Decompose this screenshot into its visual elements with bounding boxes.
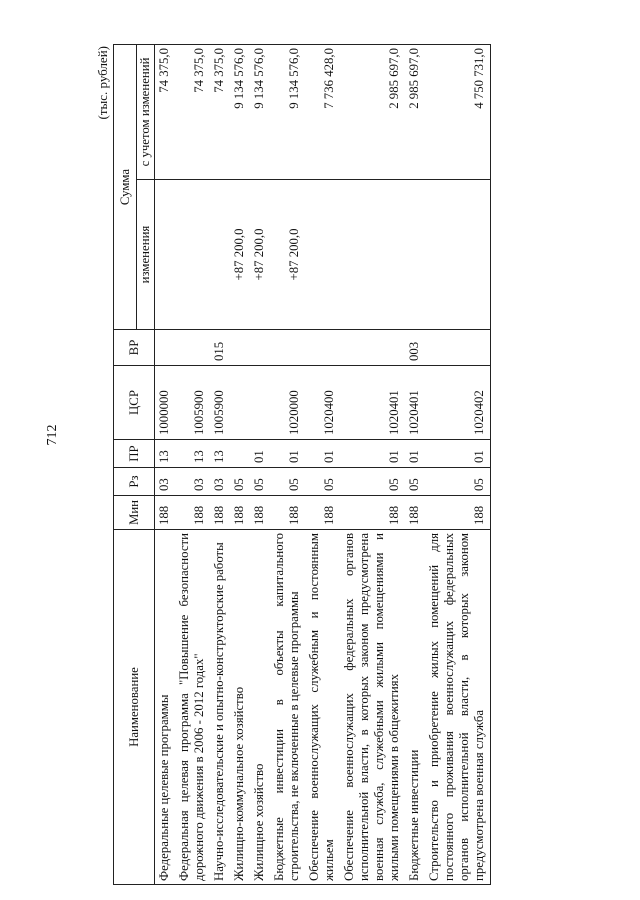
cell-min: 188	[175, 496, 210, 530]
cell-total: 2 985 697,0	[405, 45, 425, 180]
page-number: 712	[45, 424, 60, 446]
header-min: Мин	[114, 496, 155, 530]
cell-total: 9 134 576,0	[270, 45, 305, 180]
table-row	[175, 45, 210, 885]
cell-rz: 05	[405, 468, 425, 496]
table-row	[210, 45, 230, 885]
cell-total: 7 736 428,0	[305, 45, 340, 180]
cell-vr: 015	[210, 330, 230, 366]
cell-total: 74 375,0	[210, 45, 230, 180]
cell-min: 188	[425, 496, 491, 530]
header-with-change: с учетом изменений	[137, 45, 155, 180]
header-csr: ЦСР	[114, 366, 155, 440]
cell-csr: 1005900	[175, 366, 210, 440]
cell-vr	[175, 330, 210, 366]
cell-rz: 05	[250, 468, 270, 496]
cell-csr: 1000000	[155, 366, 176, 440]
cell-pr: 01	[305, 440, 340, 468]
budget-table	[113, 44, 491, 885]
cell-min: 188	[155, 496, 176, 530]
cell-min: 188	[250, 496, 270, 530]
cell-pr: 13	[210, 440, 230, 468]
cell-vr	[425, 330, 491, 366]
cell-vr	[250, 330, 270, 366]
cell-change: +87 200,0	[250, 180, 270, 330]
cell-min: 188	[405, 496, 425, 530]
cell-change	[340, 180, 405, 330]
cell-total: 2 985 697,0	[340, 45, 405, 180]
cell-csr	[250, 366, 270, 440]
cell-pr: 01	[270, 440, 305, 468]
cell-min: 188	[340, 496, 405, 530]
cell-change	[405, 180, 425, 330]
cell-vr: 003	[405, 330, 425, 366]
header-rz: Рз	[114, 468, 155, 496]
cell-name: Федеральная целевая программа "Повышение безопасности дорожного движения в 2006 - 2012 годах"	[175, 530, 210, 885]
header-pr: ПР	[114, 440, 155, 468]
cell-rz: 05	[425, 468, 491, 496]
cell-min: 188	[210, 496, 230, 530]
cell-rz: 03	[175, 468, 210, 496]
cell-pr: 01	[250, 440, 270, 468]
cell-vr	[305, 330, 340, 366]
cell-change: +87 200,0	[230, 180, 250, 330]
cell-rz: 05	[230, 468, 250, 496]
table-row	[230, 45, 250, 885]
cell-pr: 01	[340, 440, 405, 468]
cell-min: 188	[230, 496, 250, 530]
cell-change	[155, 180, 176, 330]
table-row	[425, 45, 491, 885]
cell-change	[210, 180, 230, 330]
cell-pr: 01	[405, 440, 425, 468]
cell-change	[175, 180, 210, 330]
cell-csr: 1020401	[405, 366, 425, 440]
cell-name: Бюджетные инвестиции	[405, 530, 425, 885]
cell-vr	[230, 330, 250, 366]
cell-csr: 1020402	[425, 366, 491, 440]
cell-change	[305, 180, 340, 330]
cell-change: +87 200,0	[270, 180, 305, 330]
cell-name: Обеспечение военнослужащих федеральных органов исполнительной власти, в которых законом предусмотрена военная служба, служебными жилыми помещениями и жилыми помещениями в общежитиях	[340, 530, 405, 885]
cell-change	[425, 180, 491, 330]
cell-pr	[230, 440, 250, 468]
budget-table-container	[95, 45, 600, 885]
cell-name: Строительство и приобретение жилых помещений для постоянного проживания военнослужащих федеральных органов исполнительной власти, в которых законом предусмотрена военная служба	[425, 530, 491, 885]
cell-total: 4 750 731,0	[425, 45, 491, 180]
cell-rz: 05	[340, 468, 405, 496]
cell-name: Жилищное хозяйство	[250, 530, 270, 885]
header-vr: ВР	[114, 330, 155, 366]
header-change: изменения	[137, 180, 155, 330]
cell-name: Федеральные целевые программы	[155, 530, 176, 885]
cell-csr: 1005900	[210, 366, 230, 440]
cell-total: 74 375,0	[175, 45, 210, 180]
cell-rz: 05	[305, 468, 340, 496]
cell-rz: 03	[155, 468, 176, 496]
cell-total: 9 134 576,0	[230, 45, 250, 180]
cell-vr	[340, 330, 405, 366]
cell-name: Бюджетные инвестиции в объекты капитального строительства, не включенные в целевые программы	[270, 530, 305, 885]
header-sum: Сумма	[114, 45, 137, 330]
cell-min: 188	[305, 496, 340, 530]
cell-total: 9 134 576,0	[250, 45, 270, 180]
cell-csr	[230, 366, 250, 440]
table-row	[155, 45, 176, 885]
table-row	[250, 45, 270, 885]
cell-csr: 1020000	[270, 366, 305, 440]
cell-name: Обеспечение военнослужащих служебным и постоянным жильем	[305, 530, 340, 885]
cell-name: Жилищно-коммунальное хозяйство	[230, 530, 250, 885]
cell-csr: 1020401	[340, 366, 405, 440]
header-name: Наименование	[114, 530, 155, 885]
cell-min: 188	[270, 496, 305, 530]
table-row	[305, 45, 340, 885]
cell-csr: 1020400	[305, 366, 340, 440]
cell-pr: 13	[175, 440, 210, 468]
cell-pr: 13	[155, 440, 176, 468]
cell-pr: 01	[425, 440, 491, 468]
cell-total: 74 375,0	[155, 45, 176, 180]
cell-rz: 03	[210, 468, 230, 496]
table-row	[270, 45, 305, 885]
cell-vr	[270, 330, 305, 366]
cell-name: Научно-исследовательские и опытно-конструкторские работы	[210, 530, 230, 885]
table-row	[340, 45, 405, 885]
cell-vr	[155, 330, 176, 366]
table-row	[405, 45, 425, 885]
cell-rz: 05	[270, 468, 305, 496]
unit-label: (тыс. рублей)	[95, 46, 110, 120]
